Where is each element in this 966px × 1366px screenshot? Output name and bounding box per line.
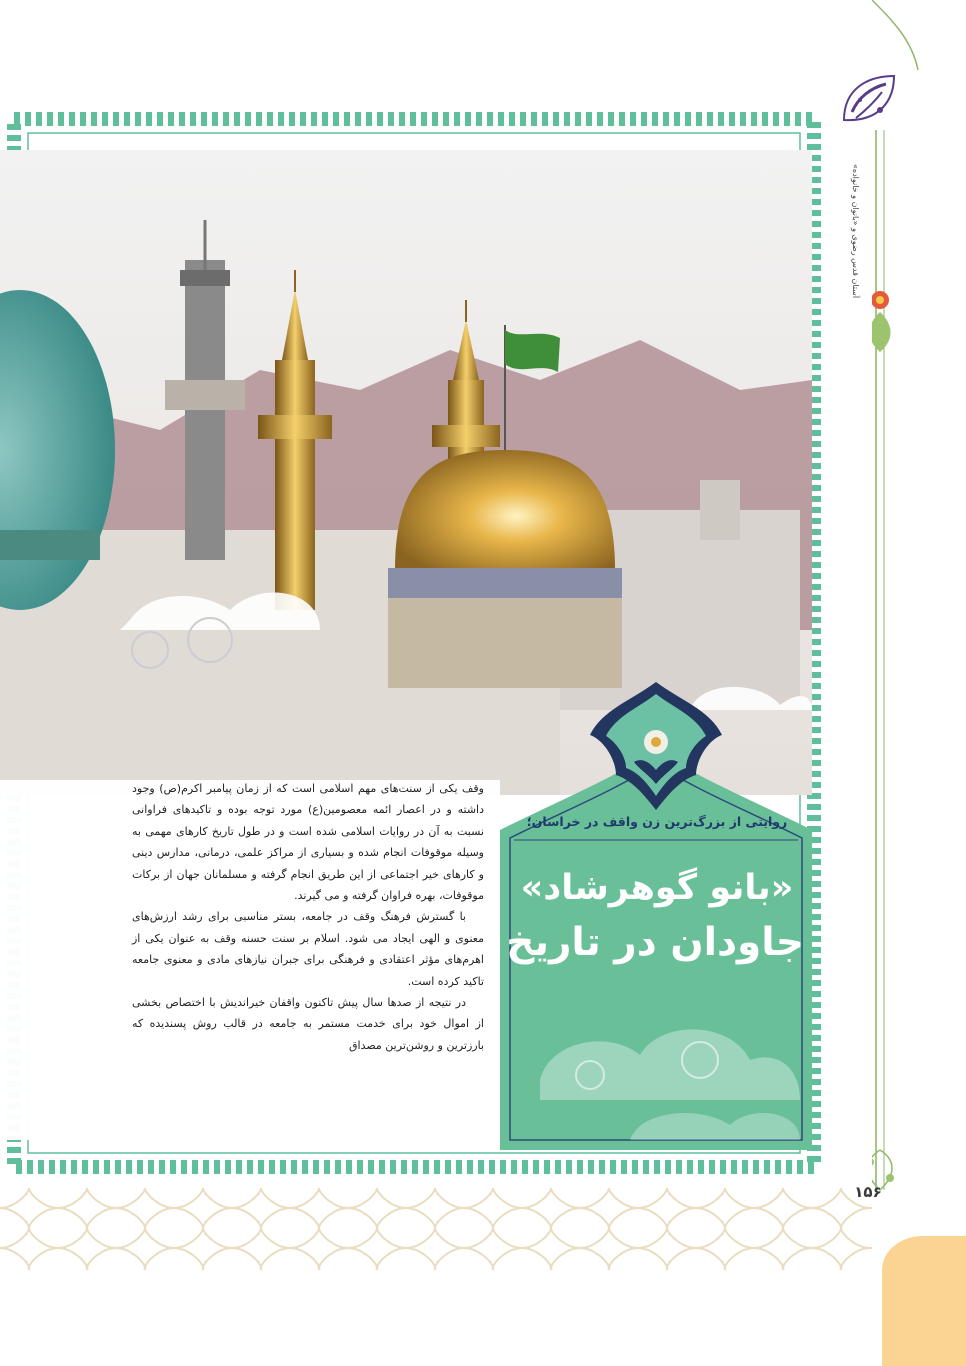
title-arch-panel [500, 680, 812, 1150]
article-body [132, 778, 484, 1056]
paragraph-3: در نتیجه از صدها سال پیش تاکنون واقفان خیراندیش با اختصاص بخشی از اموال خود برای خدمت مستمر به جامعه در قالب روش پسندیده که بارزترین و روشن‌ترین مصداق [132, 996, 484, 1052]
paragraph-1: وقف یکی از سنت‌های مهم اسلامی است که از زمان پیامبر اکرم(ص) وجود داشته و در اعصار ائمه معصومین(ع) مورد توجه بوده و تاکیدهای فراوانی نسبت به آن در روایات اسلامی شده است و در طول تاریخ کارهای مهمی به وسیله موقوفات انجام شده و بسیاری از مراکز علمی، درمانی، مدارس دینی و کارهای خیر اجتماعی از این طریق انجام گرفته و مسلمانان جهان از برکات موقوفات، بهره فراوان گرفته و می گیرند. [132, 782, 484, 903]
paragraph-2: با گسترش فرهنگ وقف در جامعه، بستر مناسبی برای رشد ارزش‌های معنوی و الهی ایجاد می شود. اسلام بر سنت حسنه وقف به عنوان یکی از اهرم‌های مؤثر اعتقادی و فرهنگی برای جبران نیازهای مادی و معنوی جامعه تاکید کرده است. [132, 910, 484, 988]
page-number: ۱۵۶ [854, 1183, 882, 1201]
article-title-line-2: جاودان در تاریخ [506, 920, 804, 965]
corner-tab [862, 1230, 966, 1366]
article-title-line-1: «بانو گوهرشاد» [520, 868, 794, 908]
lattice-pattern-band [0, 1188, 872, 1270]
article-subtitle: روایتی از بزرگ‌ترین زن واقف در خراسان؛ [526, 814, 788, 829]
magazine-logo [836, 70, 902, 130]
vertical-caption: آستان قدس رضوی و «بانوان و خانواده» [851, 163, 860, 298]
margin-vine-ornament [872, 0, 966, 1366]
